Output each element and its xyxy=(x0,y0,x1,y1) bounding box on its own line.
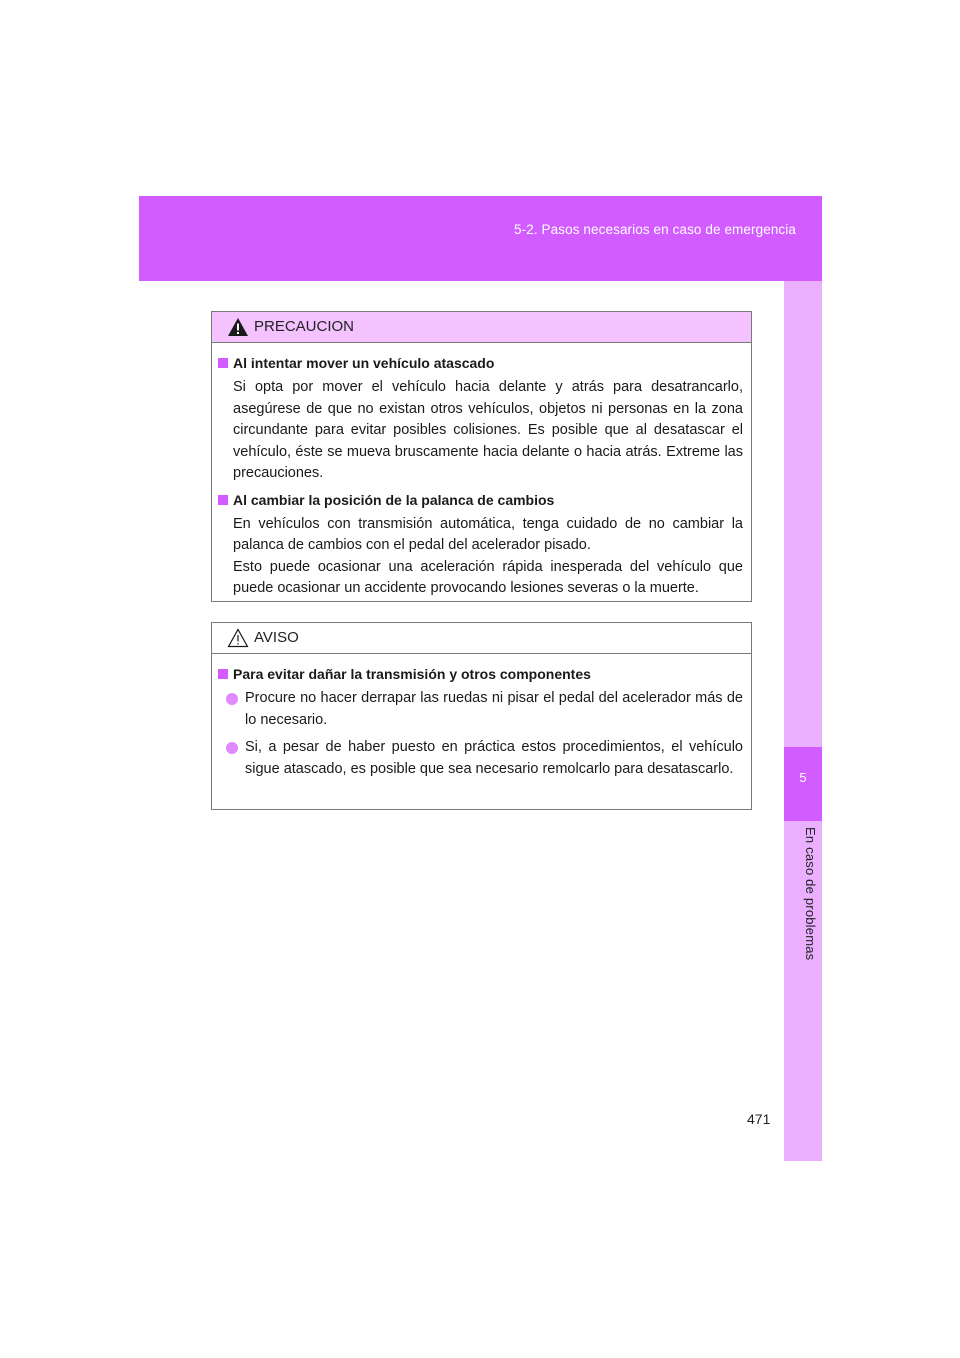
notice-header xyxy=(212,623,751,654)
bullet-dot-icon xyxy=(226,742,238,754)
notice-title: AVISO xyxy=(254,629,299,646)
section-square-icon xyxy=(218,669,228,679)
caution-section-heading xyxy=(216,353,743,373)
notice-body xyxy=(212,654,751,780)
chapter-number: 5 xyxy=(799,770,807,785)
section-header-band xyxy=(139,196,822,281)
chapter-label: En caso de problemas xyxy=(803,827,818,961)
notice-box xyxy=(211,622,752,810)
list-item-text: Procure no hacer derrapar las ruedas ni pisar el pedal del acelerador más de lo necesario. xyxy=(245,690,743,728)
bullet-dot-icon xyxy=(226,693,238,705)
notice-heading-text: Para evitar dañar la transmisión y otros componentes xyxy=(233,666,591,682)
caution-body xyxy=(212,343,751,600)
list-item-text: Si, a pesar de haber puesto en práctica estos procedimientos, el vehículo sigue atascado, es posible que sea necesario remolcarlo para desatascarlo. xyxy=(245,739,743,777)
section-header-title: 5-2. Pasos necesarios en caso de emergencia xyxy=(514,222,796,237)
caution-paragraph: Si opta por mover el vehículo hacia delante y atrás para desatrancarlo, asegúrese de que no existan otros vehículos, objetos ni personas en la zona circundante para evitar posibles colisiones. Es posible que al desatascar el vehículo, éste se mueva bruscamente hacia delante o hacia atrás. Extreme las precauciones. xyxy=(233,379,743,481)
notice-section-heading xyxy=(216,664,743,684)
warning-triangle-icon xyxy=(227,317,249,337)
caution-heading-text-stuck: Al intentar mover un vehículo atascado xyxy=(233,355,495,371)
page-number: 471 xyxy=(747,1111,771,1127)
chapter-side-tab xyxy=(784,281,822,1161)
list-item xyxy=(226,688,743,731)
caution-paragraph: Esto puede ocasionar una aceleración rápida inesperada del vehículo que puede ocasionar un accidente provocando lesiones severas o la muerte. xyxy=(233,558,743,596)
list-item xyxy=(226,737,743,780)
section-square-icon xyxy=(218,495,228,505)
chapter-tab-active[interactable] xyxy=(784,747,822,821)
caution-section-heading xyxy=(216,490,743,510)
caution-title: PRECAUCION xyxy=(254,318,355,335)
warning-outline-icon xyxy=(227,628,249,648)
caution-heading-text-shift: Al cambiar la posición de la palanca de cambios xyxy=(233,491,555,508)
caution-header xyxy=(212,312,751,343)
caution-box xyxy=(211,311,752,602)
section-square-icon xyxy=(218,358,228,368)
caution-paragraph: En vehículos con transmisión automática, tenga cuidado de no cambiar la palanca de cambios con el pedal del acelerador pisado. xyxy=(233,515,743,553)
